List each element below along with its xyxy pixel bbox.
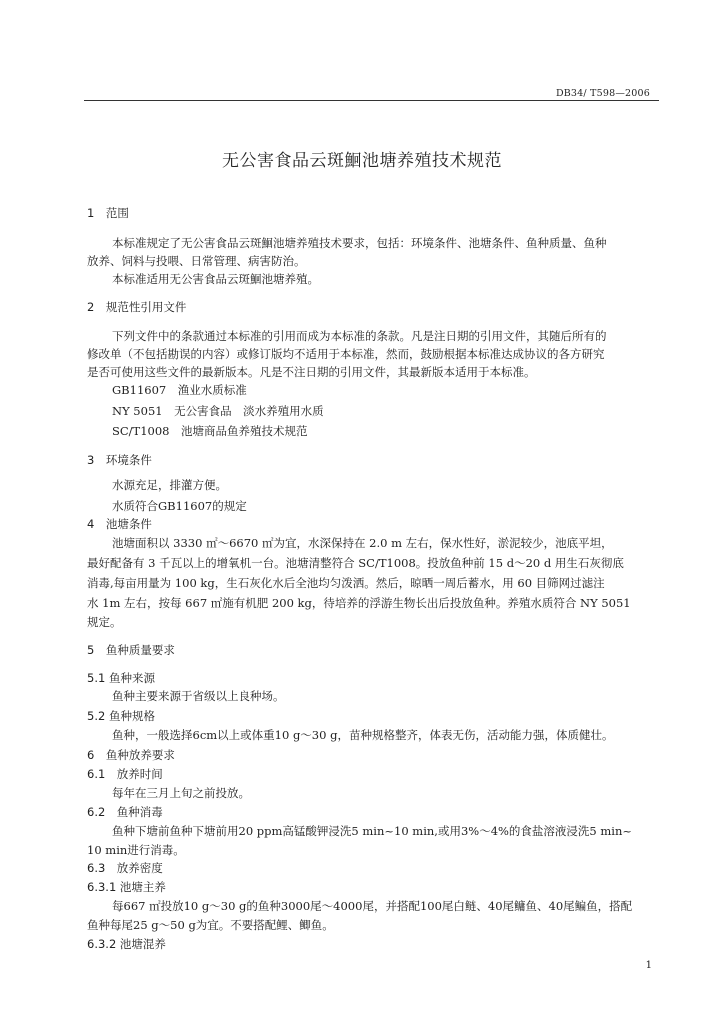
section-4-heading: 4 池塘条件 [87,517,152,531]
section-4-paragraph-cont: 最好配备有 3 千瓦以上的增氧机一台。池塘清整符合 SC/T1008。投放鱼种前 15 d～20 d 用生石灰彻底 [87,556,624,570]
subsection-5-1-paragraph: 鱼种主要来源于省级以上良种场。 [112,689,285,703]
subsection-6-1-paragraph: 每年在三月上旬之前投放。 [112,786,250,800]
section-2-paragraph: 下列文件中的条款通过本标准的引用而成为本标准的条款。凡是注日期的引用文件，其随后所有的 [112,329,607,343]
section-4-paragraph-cont: 规定。 [87,615,122,629]
section-3-paragraph: 水源充足，排灌方便。 [112,478,227,492]
subsection-6-3-2-heading: 6.3.2 池塘混养 [87,937,166,951]
section-4-paragraph-cont: 消毒,每亩用量为 100 kg，生石灰化水后全池均匀泼洒。然后，晾晒一周后蓄水，用 60 目筛网过滤注 [87,576,605,590]
section-6-heading: 6 鱼种放养要求 [87,748,175,762]
reference-item: SC/T1008 池塘商品鱼养殖技术规范 [112,424,308,438]
subsection-6-2-heading: 6.2 鱼种消毒 [87,805,163,819]
subsection-5-2-paragraph: 鱼种，一般选择6cm以上或体重10 g～30 g，苗种规格整齐，体表无伤，活动能力强，体质健壮。 [112,728,614,742]
subsection-6-2-paragraph: 鱼种下塘前鱼种下塘前用20 ppm高锰酸钾浸洗5 min~10 min,或用3%～4%的食盐溶液浸洗5 min~ [112,824,633,838]
section-2-paragraph-cont: 是否可使用这些文件的最新版本。凡是不注日期的引用文件，其最新版本适用于本标准。 [87,365,536,379]
document-code: DB34/ T598—2006 [555,88,650,99]
section-4-paragraph-cont: 水 1m 左右，按每 667 ㎡施有机肥 200 kg，待培养的浮游生物长出后投放鱼种。养殖水质符合 NY 5051 [87,596,631,610]
section-5-heading: 5 鱼种质量要求 [87,643,175,657]
subsection-5-2-heading: 5.2 鱼种规格 [87,709,155,723]
page-number: 1 [645,960,652,971]
reference-item: NY 5051 无公害食品 淡水养殖用水质 [112,404,324,418]
section-1-paragraph-cont: 放养、饲料与投喂、日常管理、病害防治。 [87,254,306,268]
section-1-paragraph: 本标准规定了无公害食品云斑鮰池塘养殖技术要求，包括：环境条件、池塘条件、鱼种质量、鱼种 [112,236,607,250]
subsection-6-1-heading: 6.1 放养时间 [87,767,163,781]
subsection-5-1-heading: 5.1 鱼种来源 [87,671,155,685]
section-1-scope: 本标准适用无公害食品云斑鮰池塘养殖。 [112,272,319,286]
subsection-6-2-paragraph-cont: 10 min进行消毒。 [87,843,185,857]
subsection-6-3-1-paragraph-cont: 鱼种每尾25 g～50 g为宜。不要搭配鲤、鲫鱼。 [87,918,334,932]
section-3-heading: 3 环境条件 [87,453,152,467]
section-3-paragraph: 水质符合GB11607的规定 [112,499,247,513]
section-4-paragraph: 池塘面积以 3330 ㎡～6670 ㎡为宜，水深保持在 2.0 m 左右，保水性好，淤泥较少，池底平坦， [112,536,613,550]
section-1-heading: 1 范围 [87,206,129,220]
subsection-6-3-heading: 6.3 放养密度 [87,861,163,875]
reference-item: GB11607 渔业水质标准 [112,383,247,397]
document-title: 无公害食品云斑鮰池塘养殖技术规范 [222,151,502,171]
section-2-paragraph-cont: 修改单（不包括勘误的内容）或修订版均不适用于本标准，然而，鼓励根据本标准达成协议的各方研究 [87,347,605,361]
subsection-6-3-1-heading: 6.3.1 池塘主养 [87,880,166,894]
section-2-heading: 2 规范性引用文件 [87,300,187,314]
subsection-6-3-1-paragraph: 每667 ㎡投放10 g～30 g的鱼种3000尾～4000尾，并搭配100尾白鲢、40尾鳙鱼、40尾鳊鱼，搭配 [112,899,633,913]
header-rule [84,100,659,101]
